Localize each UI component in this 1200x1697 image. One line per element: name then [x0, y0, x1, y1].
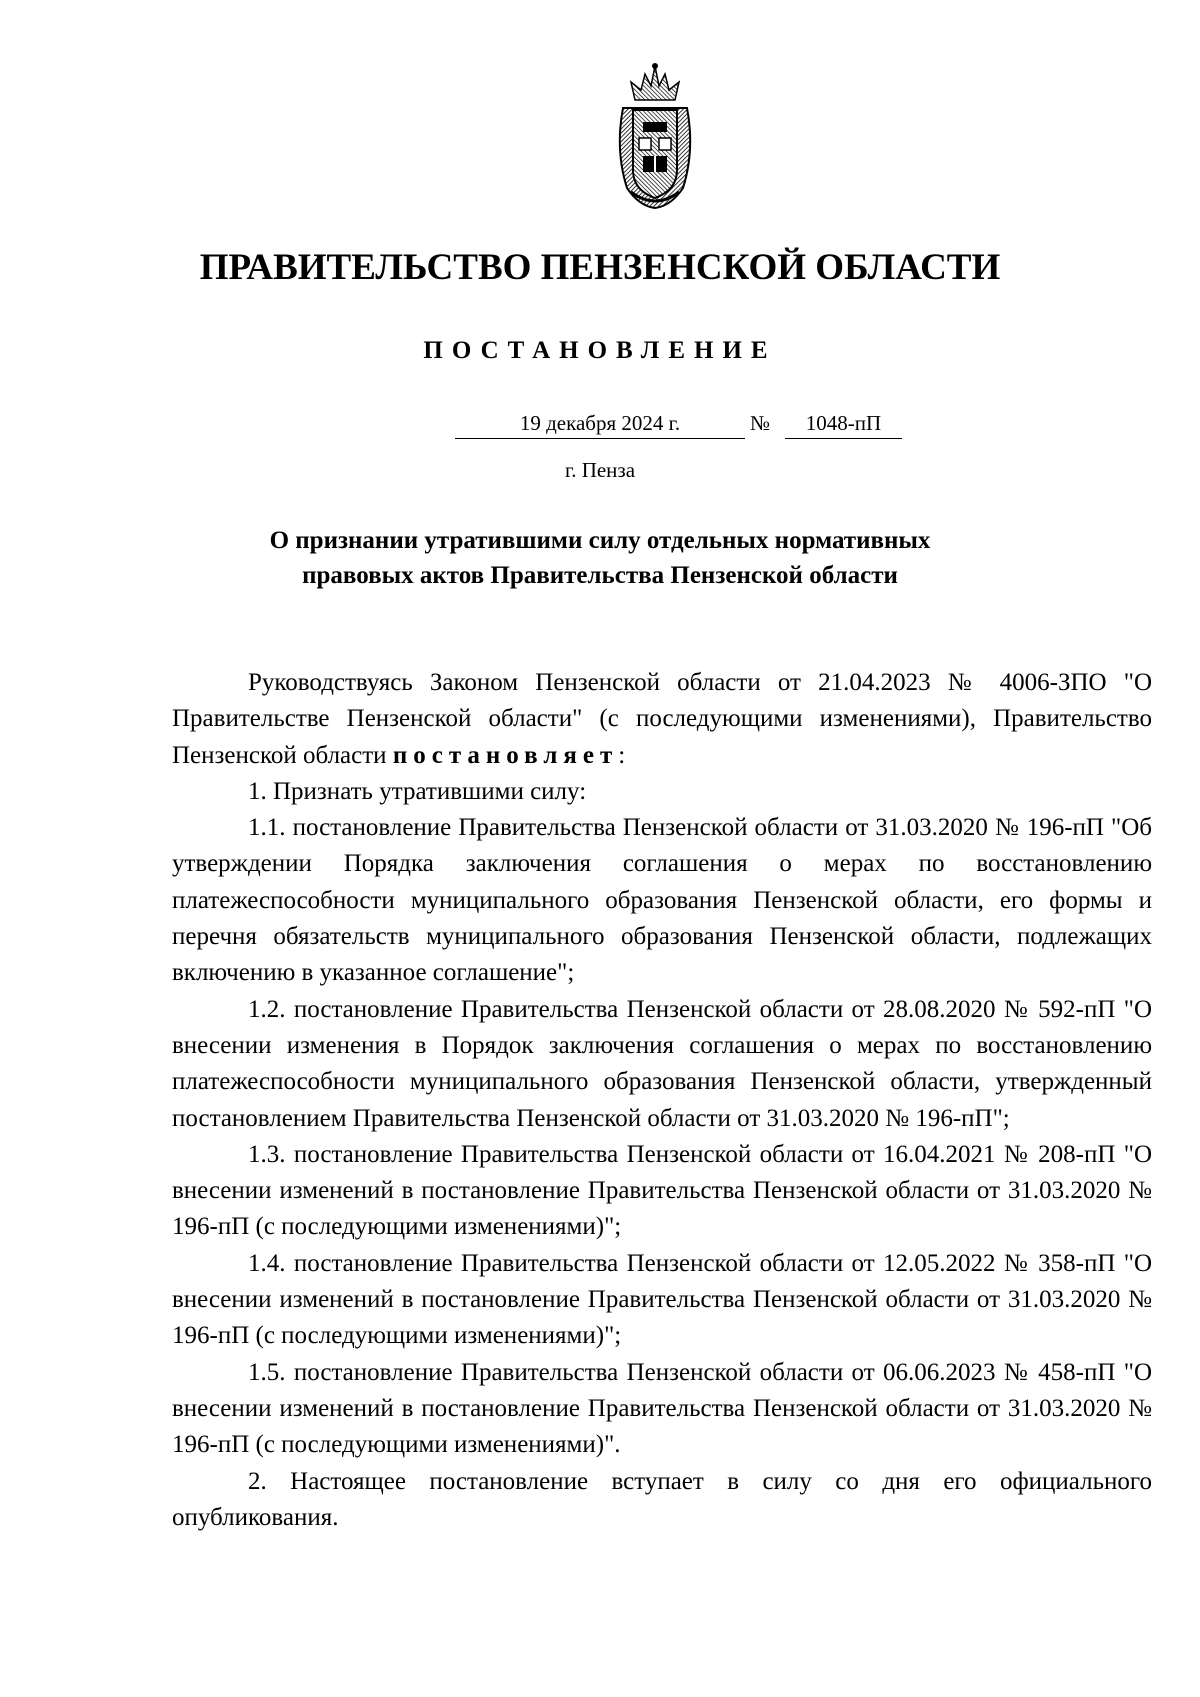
item-1-3: 1.3. постановление Правительства Пензенской области от 16.04.2021 № 208-пП "О внесении изменений в постановление Правительства Пензенской области от 31.03.2020 № 196-пП (с последующими изменениями)";: [172, 1140, 1152, 1241]
item-1: 1. Признать утратившими силу:: [248, 777, 587, 805]
item-2: 2. Настоящее постановление вступает в силу со дня его официального опубликования.: [172, 1467, 1152, 1531]
document-date: 19 декабря 2024 г.: [455, 410, 745, 439]
preamble-text: Руководствуясь Законом Пензенской области от 21.04.2023 № 4006-ЗПО "О Правительстве Пензенской области" (с последующими изменениями), Правительство Пензенской области: [172, 669, 1152, 769]
government-title: ПРАВИТЕЛЬСТВО ПЕНЗЕНСКОЙ ОБЛАСТИ: [199, 247, 1001, 288]
document-number: 1048-пП: [785, 410, 902, 439]
document-body: [172, 665, 1152, 1536]
document-type-heading: ПОСТАНОВЛЕНИЕ: [423, 337, 777, 364]
item-1-4: 1.4. постановление Правительства Пензенской области от 12.05.2022 № 358-пП "О внесении изменений в постановление Правительства Пензенской области от 31.03.2020 № 196-пП (с последующими изменениями)";: [172, 1249, 1152, 1350]
document-subject: О признании утратившими силу отдельных нормативных правовых актов Правительства Пензенской области: [269, 527, 931, 589]
item-1-2: 1.2. постановление Правительства Пензенской области от 28.08.2020 № 592-пП "О внесении изменения в Порядок заключения соглашения о мерах по восстановлению платежеспособности муниципального образования Пензенской области, утвержденный постановлением Правительства Пензенской области от 31.03.2020 № 196-пП";: [172, 995, 1152, 1132]
document-city: г. Пенза: [564, 458, 636, 482]
preamble-end: :: [618, 741, 626, 769]
item-1-5: 1.5. постановление Правительства Пензенской области от 06.06.2023 № 458-пП "О внесении изменений в постановление Правительства Пензенской области от 31.03.2020 № 196-пП (с последующими изменениями)".: [172, 1358, 1152, 1459]
decree-word: постановляет: [392, 741, 619, 769]
preamble-paragraph: [172, 665, 1152, 774]
item-1-1: 1.1. постановление Правительства Пензенской области от 31.03.2020 № 196-пП "Об утверждении Порядка заключения соглашения о мерах по восстановлению платежеспособности муниципального образования Пензенской области, его формы и перечня обязательств муниципального образования Пензенской области, подлежащих включению в указанное соглашение";: [172, 814, 1152, 987]
coat-of-arms-icon: [613, 60, 697, 210]
number-sign: №: [750, 411, 771, 435]
